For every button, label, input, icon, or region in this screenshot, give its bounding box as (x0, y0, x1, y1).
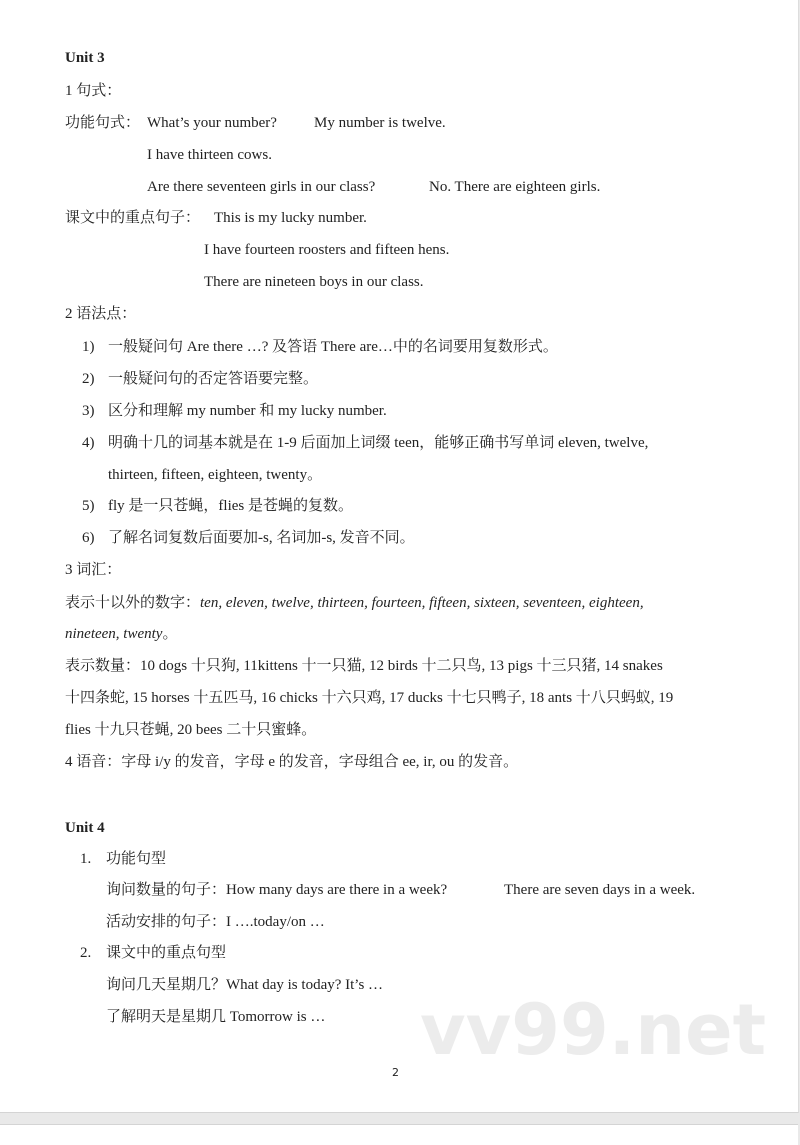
unit3-title: Unit 3 (65, 50, 105, 66)
vocab-quantity: flies 十九只苍蝇, 20 bees 二十只蜜蜂。 (65, 722, 317, 738)
sentence: I have fourteen roosters and fifteen hens. (204, 242, 450, 258)
sentence: I have thirteen cows. (147, 147, 272, 163)
unit4-item: 2. 课文中的重点句型 (80, 945, 227, 961)
section-heading: 2 语法点： (65, 306, 137, 322)
grammar-item: 3) 区分和理解 my number 和 my lucky number. (82, 403, 387, 419)
grammar-item-cont: thirteen, fifteen, eighteen, twenty。 (108, 467, 323, 483)
grammar-item: 5) fly 是一只苍蝇，flies 是苍蝇的复数。 (82, 498, 353, 514)
grammar-item: 1) 一般疑问句 Are there …? 及答语 There are…中的名词要用复数形式。 (82, 339, 558, 355)
vocab-numbers: 表示十以外的数字：ten, eleven, twelve, thirteen, fourteen, fifteen, sixteen, seventeen, eighteen, (65, 595, 644, 611)
vocab-quantity: 十四条蛇, 15 horses 十五匹马, 16 chicks 十六只鸡, 17 ducks 十七只鸭子, 18 ants 十八只蚂蚁, 19 (65, 690, 674, 706)
grammar-item: 2) 一般疑问句的否定答语要完整。 (82, 371, 319, 387)
page-number: 2 (392, 1066, 399, 1079)
phonics-line: 4 语音：字母 i/y 的发音，字母 e 的发音，字母组合 ee, ir, ou 的发音。 (65, 754, 519, 770)
grammar-item: 6) 了解名词复数后面要加-s, 名词加-s, 发音不同。 (82, 530, 415, 546)
unit4-item: 1. 功能句型 (80, 851, 167, 867)
func-label: 功能句式： (65, 115, 141, 131)
sentence: 了解明天是星期几 Tomorrow is … (106, 1009, 326, 1025)
sentence: 活动安排的句子：I ….today/on … (106, 914, 325, 930)
sentence: My number is twelve. (314, 115, 446, 131)
section-heading: 3 词汇： (65, 562, 122, 578)
sentence: 询问数量的句子：How many days are there in a week? (106, 882, 448, 898)
sentence: What’s your number? (147, 115, 277, 131)
grammar-item: 4) 明确十几的词基本就是在 1-9 后面加上词缀 teen，能够正确书写单词 eleven, twelve, (82, 435, 649, 451)
sentence: There are nineteen boys in our class. (204, 274, 424, 290)
watermark: vv99.net (420, 1000, 767, 1060)
sentence: This is my lucky number. (214, 210, 367, 226)
next-page-edge (0, 1124, 798, 1145)
vocab-numbers-cont: nineteen, twenty。 (65, 626, 178, 642)
key-label: 课文中的重点句子： (65, 210, 201, 226)
sentence: Are there seventeen girls in our class? (147, 179, 376, 195)
sentence: There are seven days in a week. (504, 882, 696, 898)
sentence: No. There are eighteen girls. (429, 179, 601, 195)
vocab-quantity: 表示数量：10 dogs 十只狗, 11kittens 十一只猫, 12 birds 十二只鸟, 13 pigs 十三只猪, 14 snakes (65, 658, 663, 674)
sentence: 询问几天星期几？What day is today? It’s … (106, 977, 384, 993)
unit4-title: Unit 4 (65, 820, 105, 836)
section-heading: 1 句式： (65, 83, 122, 99)
